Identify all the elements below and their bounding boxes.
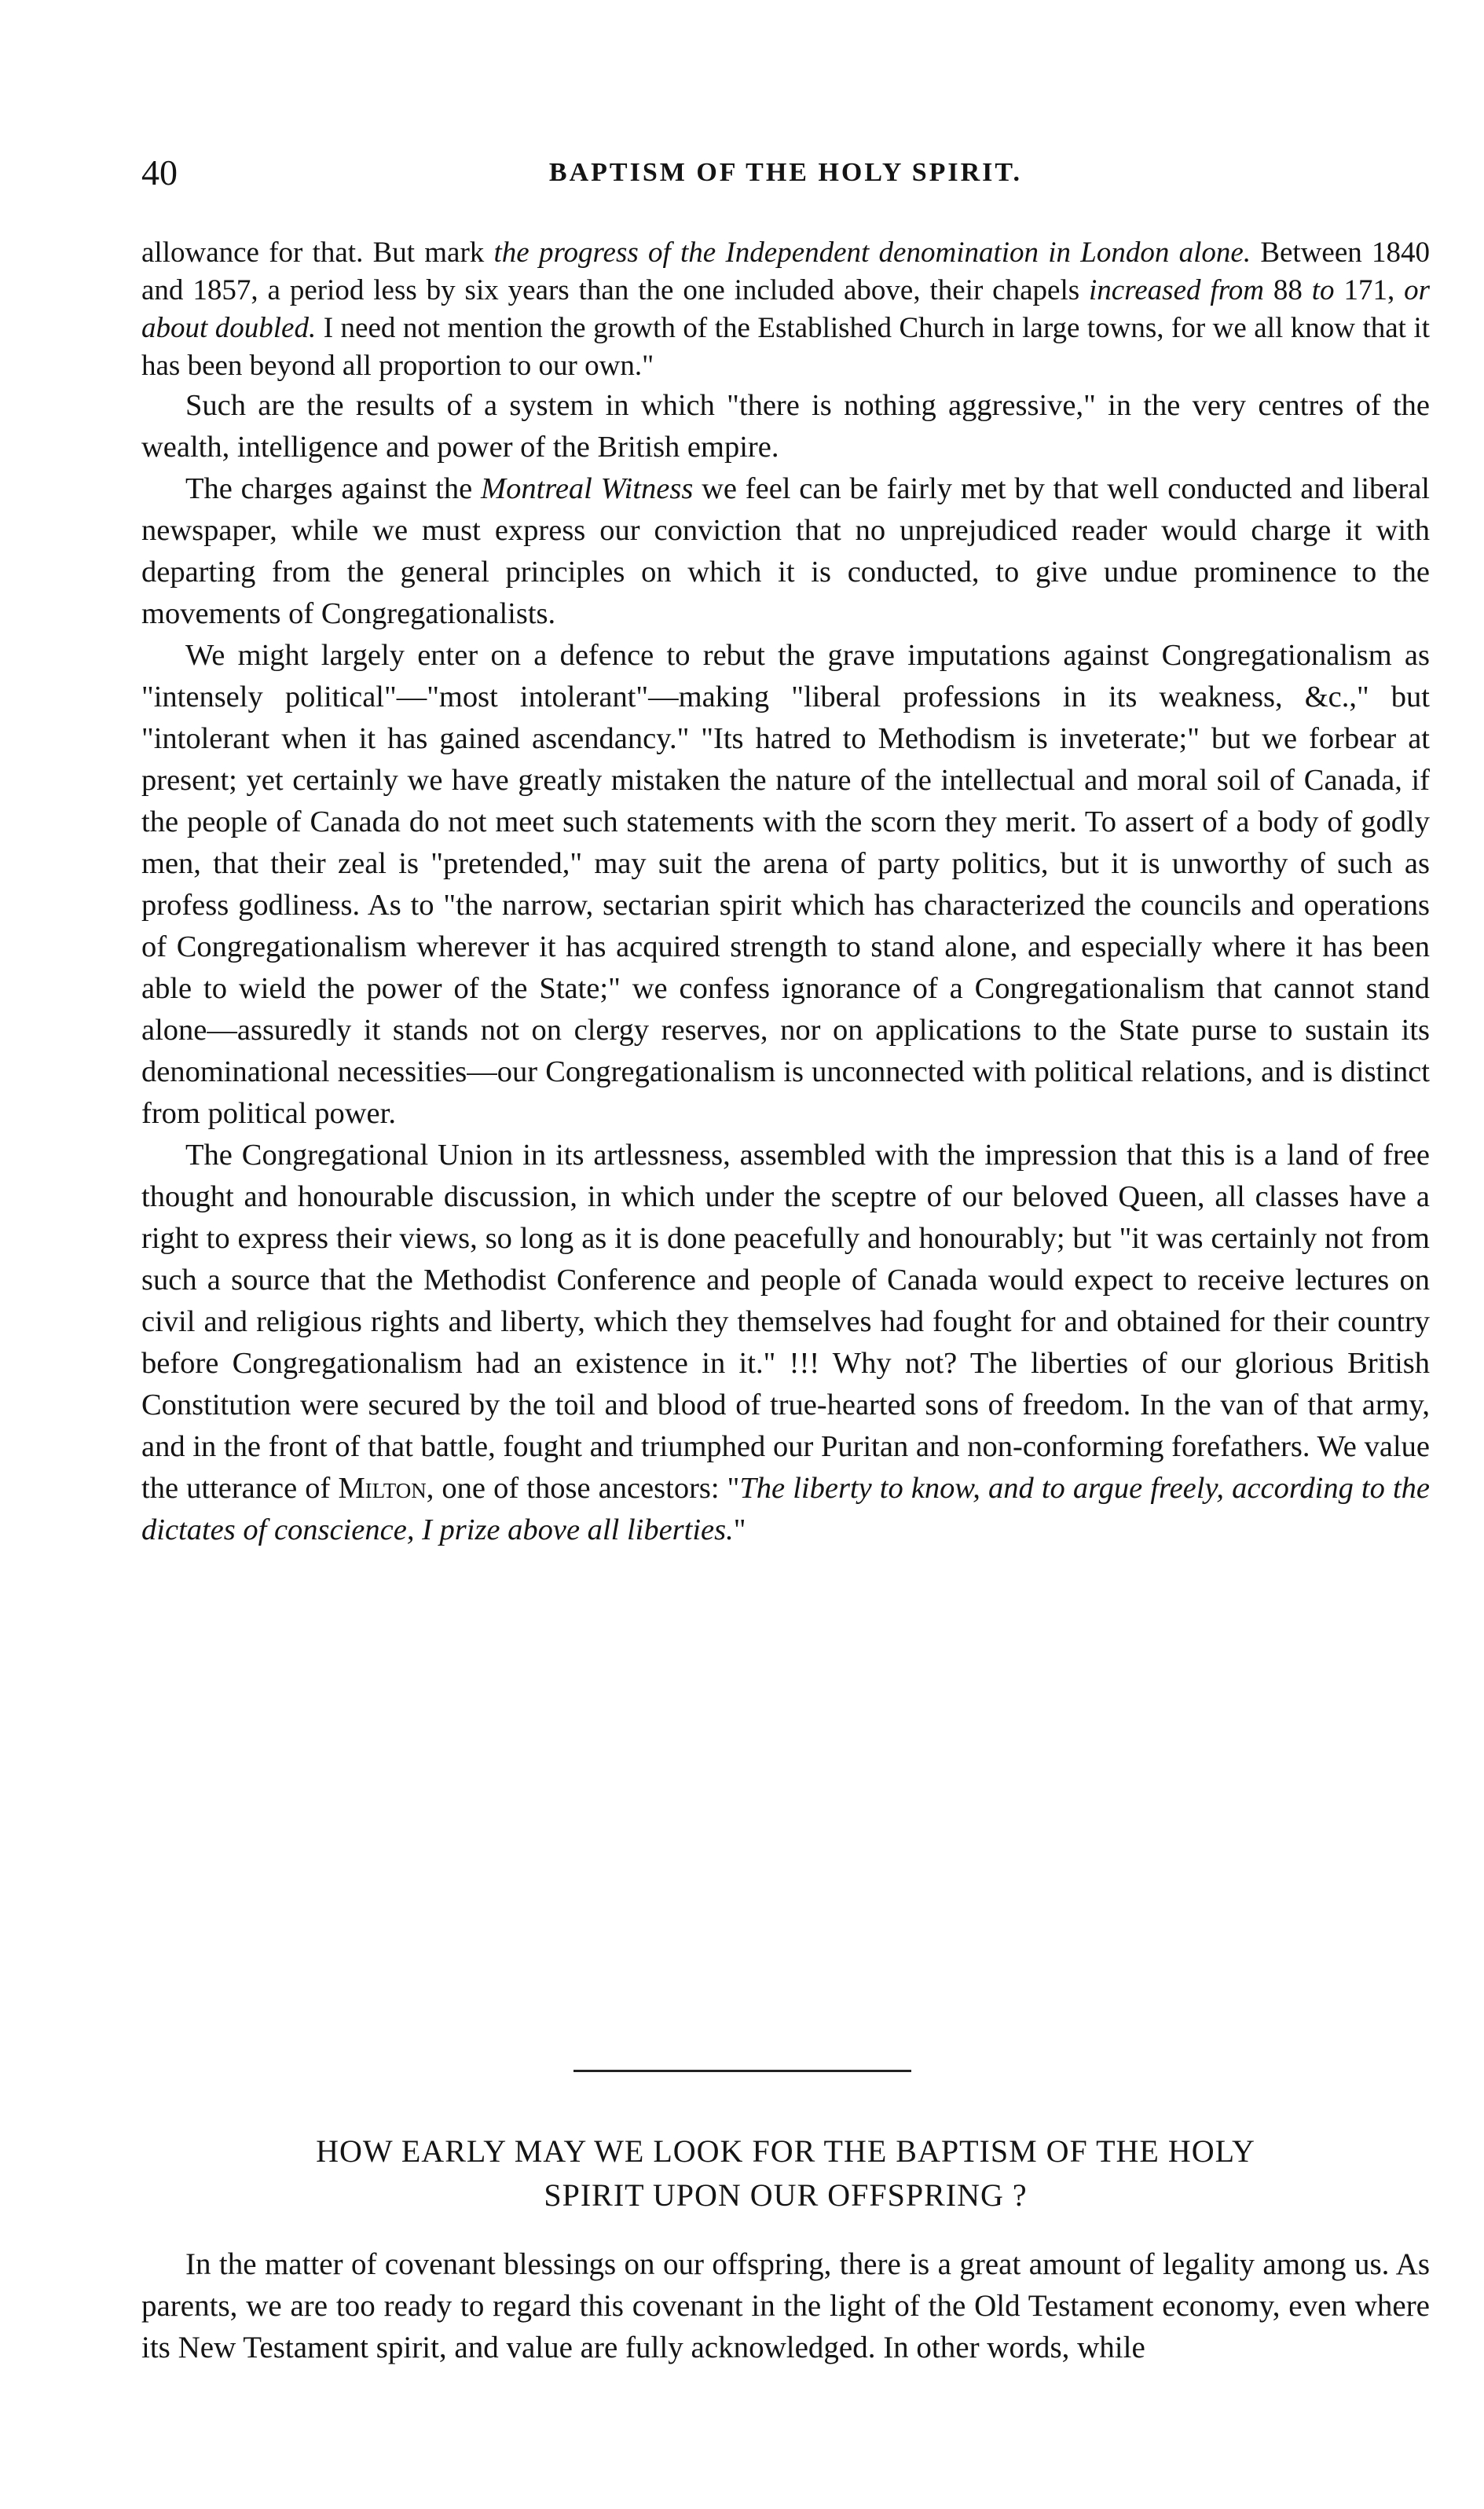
running-head: BAPTISM OF THE HOLY SPIRIT. [548, 158, 1023, 187]
text-run: we feel can be fairly met by that well conducted and liberal newspaper, while we must express our conviction that no unprejudiced reader would charge it with departing from the general principles on which it is conducted, to give undue prominence to the movements of Congregationalists. [141, 472, 1430, 630]
text-run: " [733, 1513, 746, 1546]
text-run: 88 [1263, 274, 1312, 306]
italic-run: Montreal Witness [481, 472, 694, 505]
article-title [141, 2129, 1430, 2217]
paragraph-3 [141, 468, 1430, 635]
paragraph-4: We might largely enter on a defence to rebut the grave imputations against Congregationalism as "intensely political"—"most intolerant"—making "liberal professions in its weakness, &c.," but "intolerant when it has gained ascendancy." "Its hatred to Methodism is inveterate;" but we forbear at present; yet certainly we have greatly mistaken the nature of the intellectual and moral soil of Canada, if the people of Canada do not meet such statements with the scorn they merit. To assert of a body of godly men, that their zeal is "pretended," may suit the arena of party politics, but it is unworthy of such as profess godliness. As to "the narrow, sectarian spirit which has characterized the councils and operations of Congregationalism wherever it has acquired strength to stand alone, and especially where it has been able to wield the power of the State;" we confess ignorance of a Congregationalism that cannot stand alone—assuredly it stands not on clergy reserves, nor on applications to the State purse to sustain its denominational necessities—our Congregationalism is unconnected with political relations, and is distinct from political power. [141, 639, 1430, 1130]
text-run: I need not mention the growth of the Established Church in large towns, for we all know that it has been beyond all proportion to our own." [141, 312, 1431, 382]
paragraph-2: Such are the results of a system in which "there is nothing aggressive," in the very centres of the wealth, intelligence and power of the British empire. [141, 389, 1430, 464]
paragraph-1 [141, 234, 1430, 385]
text-run: The Congregational Union in its artlessness, assembled with the impression that this is a land of free thought and honourable discussion, in which under the sceptre of our beloved Queen, all classes have a right to express their views, so long as it is done peacefully and honourably; but "it was certainly not from such a source that the Methodist Conference and people of Canada would expect to receive lectures on civil and religious rights and liberty, which they themselves had fought for and obtained for their country before Congregationalism had an existence in it." !!! Why not? The liberties of our glorious British Constitution were secured by the toil and blood of true-hearted sons of freedom. In the van of that army, and in the front of that battle, fought and triumphed our Puritan and non-conforming forefathers. We value the utterance of [141, 1139, 1430, 1505]
text-run: 171, [1334, 274, 1405, 306]
italic-run: the progress of the Independent denomination in London alone. [493, 237, 1251, 269]
article-body [141, 2243, 1430, 2368]
paragraph-5 [141, 1135, 1430, 1551]
small-caps-run: Milton [338, 1472, 427, 1505]
body-text [141, 234, 1430, 1551]
text-run: , one of those ancestors: " [426, 1472, 740, 1505]
article-paragraph-1: In the matter of covenant blessings on our offspring, there is a great amount of legality among us. As parents, we are too ready to regard this covenant in the light of the Old Testament economy, even where its New Testament spirit, and value are fully acknowledged. In other words, while [141, 2247, 1430, 2364]
text-run: allowance for that. But mark [141, 237, 494, 269]
article-title-line-1: HOW EARLY MAY WE LOOK FOR THE BAPTISM OF THE HOLY [316, 2133, 1255, 2169]
italic-run: or about doubled. [141, 274, 1430, 344]
article-title-line-2: SPIRIT UPON OUR OFFSPRING ? [544, 2177, 1028, 2213]
page-header [141, 149, 1430, 196]
section-divider [573, 2070, 911, 2072]
italic-run: The liberty to know, and to argue freely, according to the dictates of conscience, I prize above all liberties. [141, 1472, 1430, 1546]
italic-run: increased from [1089, 274, 1264, 306]
text-run: The charges against the [185, 472, 482, 505]
page-number: 40 [141, 152, 178, 193]
text-run: Between 1840 and 1857, a period less by six years than the one included above, their chapels [141, 237, 1431, 306]
italic-run: to [1311, 274, 1335, 306]
